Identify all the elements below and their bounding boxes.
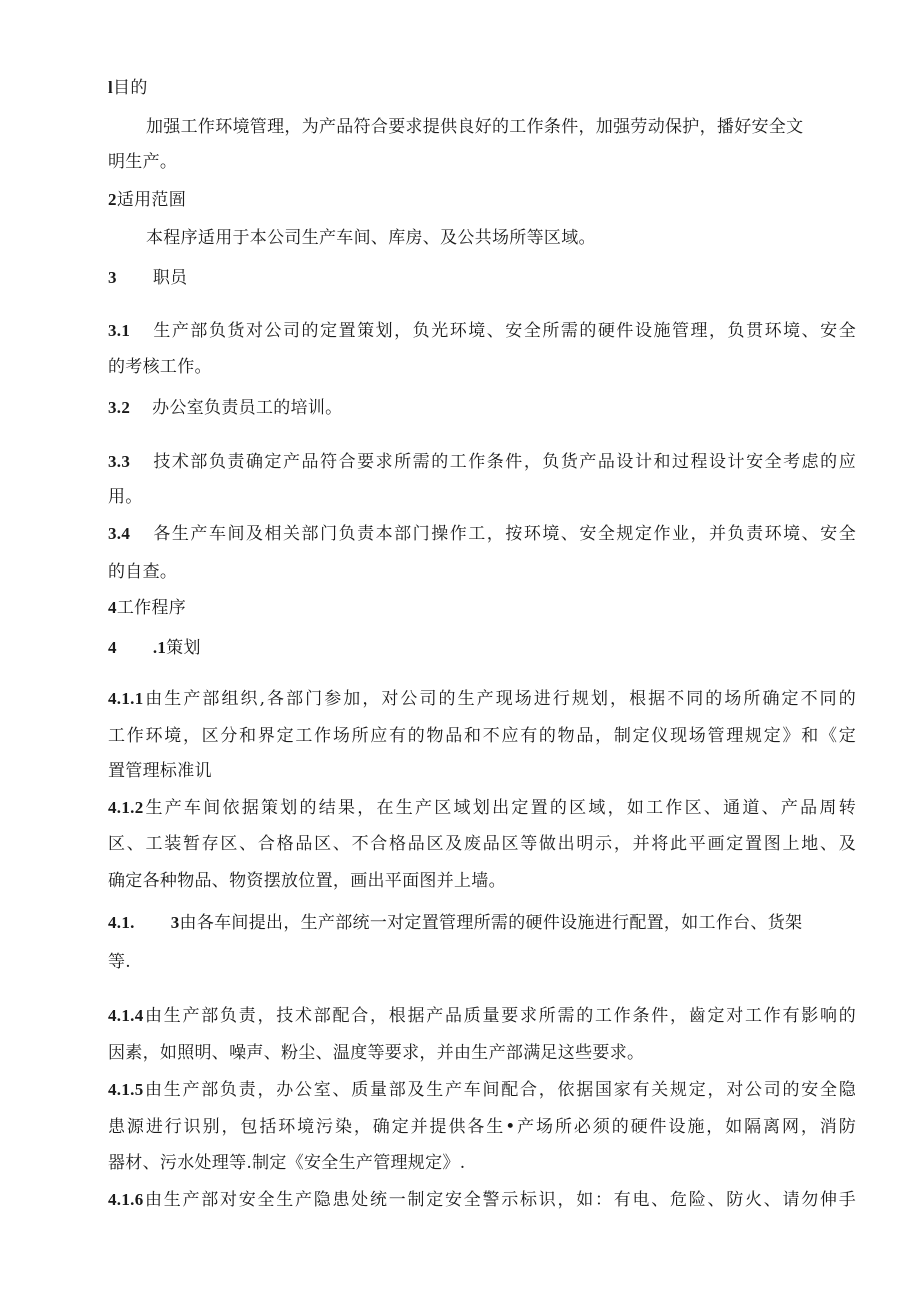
clause-3-2 [108, 398, 858, 418]
clause-4-1-6 [108, 1190, 856, 1210]
section-number: 4 [108, 598, 117, 617]
section-3-heading [108, 268, 858, 288]
section-2-heading [108, 190, 858, 210]
paragraph-line: 用。 [108, 487, 143, 507]
clause-3-4 [108, 524, 856, 544]
subsection-4-1-heading [108, 638, 858, 658]
paragraph-line: 的自查。 [108, 562, 178, 582]
paragraph-line: 等. [108, 952, 132, 972]
paragraph-line: 患源进行识别，包括环境污染，确定并提供各生•产场所必须的硬件设施，如隔离网，消防 [108, 1117, 856, 1137]
section-title: 目的 [113, 78, 148, 98]
paragraph-line: 器材、污水处理等.制定《安全生产管理规定》. [108, 1153, 466, 1173]
clause-number: 3.1 [108, 321, 131, 340]
subsection-number-b: .1 [152, 638, 167, 657]
paragraph-line: 置管理标准讥 [108, 761, 212, 781]
paragraph-line: 区、工装暂存区、合格品区、不合格品区及废品区等做出明示，并将此平画定置图上地、及 [108, 834, 856, 854]
paragraph-line: 确定各种物品、物资摆放位置，画出平面图并上墙。 [108, 871, 506, 891]
clause-text: 办公室负责员工的培训。 [152, 398, 343, 418]
clause-4-1-5 [108, 1080, 856, 1100]
clause-3-3 [108, 452, 856, 472]
clause-4-1-2 [108, 798, 856, 818]
clause-number: 4.1.6 [108, 1190, 144, 1209]
paragraph-line: 的考核工作。 [108, 357, 212, 377]
clause-number: 3.4 [108, 524, 131, 543]
clause-3-1 [108, 321, 856, 341]
clause-4-1-1 [108, 689, 856, 709]
clause-number-b: 3 [170, 913, 180, 932]
clause-text: 生产部负货对公司的定置策划，负光环境、安全所需的硬件设施管理，负贯环境、安全 [152, 321, 856, 341]
section-title: 职员 [152, 268, 188, 288]
clause-text: 由生产部组织,各部门参加，对公司的生产现场进行规划，根据不同的场所确定不同的 [143, 689, 856, 709]
section-number: 2 [108, 190, 117, 209]
subsection-title: 策划 [166, 638, 201, 658]
paragraph-line: 加强工作环境管理，为产品符合要求提供良好的工作条件，加强劳动保护，播好安全文 [146, 117, 804, 137]
clause-text: 由生产部负责，技术部配合，根据产品质量要求所需的工作条件，齒定对工作有影响的 [143, 1006, 856, 1026]
clause-number: 4.1.4 [108, 1006, 144, 1025]
paragraph-line: 因素，如照明、噪声、粉尘、温度等要求，并由生产部满足这些要求。 [108, 1043, 645, 1063]
clause-text: 由各车间提出，生产部统一对定置管理所需的硬件设施进行配置，如工作台、货架 [179, 913, 803, 933]
clause-number-a: 4.1. [108, 913, 135, 932]
clause-4-1-3 [108, 913, 858, 933]
clause-number: 4.1.1 [108, 689, 144, 708]
paragraph-line: 工作环境，区分和界定工作场所应有的物品和不应有的物品，制定仪现场管理规定》和《定 [108, 726, 856, 746]
clause-text: 技术部负责确定产品符合要求所需的工作条件，负货产品设计和过程设计安全考虑的应 [152, 452, 856, 472]
clause-number: 4.1.2 [108, 798, 144, 817]
clause-number: 3.3 [108, 452, 131, 471]
clause-number: 3.2 [108, 398, 131, 417]
clause-text: 由生产部对安全生产隐患处统一制定安全警示标识，如：有电、危险、防火、请勿伸手 [143, 1190, 856, 1210]
paragraph-line: 明生产。 [108, 152, 178, 172]
section-1-heading [108, 78, 858, 98]
clause-text: 由生产部负责，办公室、质量部及生产车间配合，依据国家有关规定，对公司的安全隐 [143, 1080, 856, 1100]
clause-4-1-4 [108, 1006, 856, 1026]
section-title: 适用范圄 [116, 190, 187, 210]
clause-number: 4.1.5 [108, 1080, 144, 1099]
section-title: 工作程序 [116, 598, 187, 618]
section-number: 3 [108, 268, 117, 287]
clause-text: 生产车间依据策划的结果，在生产区域划出定置的区域，如工作区、通道、产品周转 [143, 798, 856, 818]
section-4-heading [108, 598, 858, 618]
clause-text: 各生产车间及相关部门负责本部门操作工，按环境、安全规定作业，并负责环境、安全 [152, 524, 856, 544]
section-number: l [108, 78, 114, 97]
paragraph-line: 本程序适用于本公司生产车间、库房、及公共场所等区域。 [146, 228, 596, 248]
subsection-number-a: 4 [108, 638, 117, 657]
